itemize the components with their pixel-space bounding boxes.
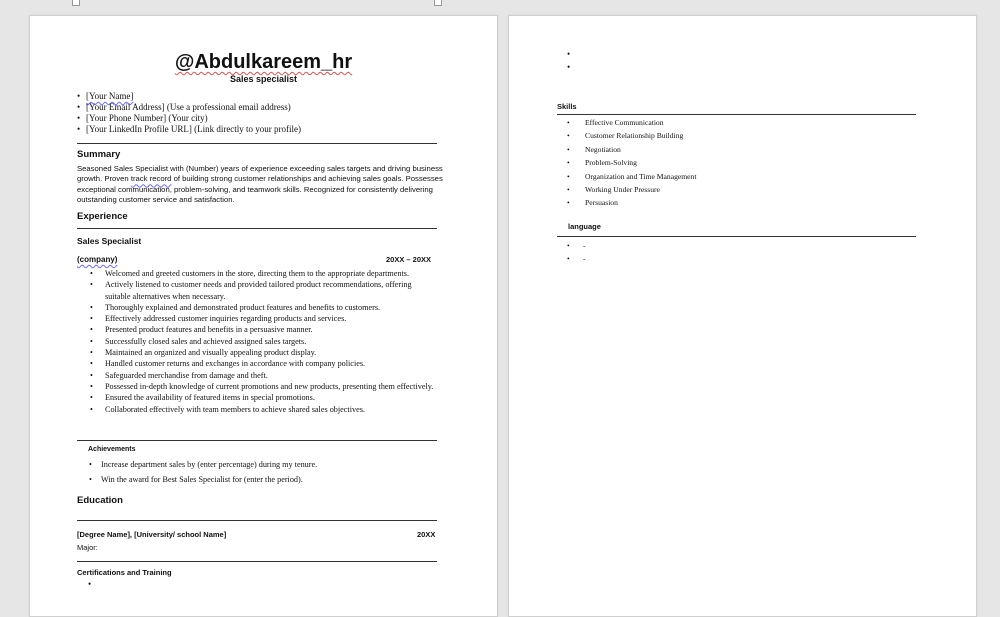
degree-year: 20XX [417, 530, 436, 539]
skill-item: • Organization and Time Management [567, 170, 887, 183]
duty-item: • Maintained an organized and visually appealing product display. [90, 347, 435, 358]
duty-item: • Effectively addressed customer inquiries regarding products and services. [90, 313, 435, 324]
language-item: • - [567, 240, 767, 253]
divider [557, 114, 916, 115]
achievement-item: • Win the award for Best Sales Specialist for (enter the period). [89, 473, 429, 488]
document-page-2 [508, 15, 977, 617]
education-heading: Education [77, 495, 123, 506]
duty-item: • Thoroughly explained and demonstrated product features and benefits to customers. [90, 302, 435, 313]
resume-name: @Abdulkareem_hr [174, 51, 353, 73]
degree-major: Major: [77, 543, 98, 552]
skill-item: • Problem-Solving [567, 156, 887, 169]
degree-name: [Degree Name], [University/ school Name] [77, 530, 227, 539]
skills-heading: Skills [557, 102, 577, 111]
skill-item: • Working Under Pressure [567, 183, 887, 196]
duty-item: • Safeguarded merchandise from damage and theft. [90, 370, 435, 381]
language-item: • - [567, 253, 767, 266]
certifications-heading: Certifications and Training [77, 568, 172, 577]
divider [77, 228, 437, 229]
duty-item: • Successfully closed sales and achieved assigned sales targets. [90, 336, 435, 347]
duty-item: • Handled customer returns and exchanges in accordance with company policies. [90, 358, 435, 369]
divider [77, 561, 437, 562]
job-dates: 20XX – 20XX [386, 255, 432, 264]
divider [77, 440, 437, 441]
divider [77, 520, 437, 521]
achievements-list [89, 458, 429, 487]
duty-item: • Welcomed and greeted customers in the store, directing them to the appropriate departments. [90, 268, 435, 279]
resume-title: Sales specialist [229, 74, 298, 84]
company-name: (company) [77, 255, 118, 264]
empty-bullet: • [567, 49, 571, 59]
ruler-marker-left[interactable] [72, 0, 80, 6]
duty-item: • Possessed in-depth knowledge of current promotions and new products, presenting them effectively. [90, 381, 435, 392]
divider [77, 143, 437, 144]
skills-list [567, 116, 887, 210]
duties-list [90, 268, 435, 415]
skill-item: • Effective Communication [567, 116, 887, 129]
duty-item: • Presented product features and benefits in a persuasive manner. [90, 324, 435, 335]
duty-item: • Ensured the availability of featured items in special promotions. [90, 392, 435, 403]
experience-heading: Experience [77, 211, 128, 222]
contact-line: • [Your LinkedIn Profile URL] (Link directly to your profile) [77, 124, 302, 134]
duty-item: • Collaborated effectively with team members to achieve shared sales objectives. [90, 404, 435, 415]
empty-bullet: • [567, 62, 571, 72]
skill-item: • Customer Relationship Building [567, 129, 887, 142]
document-page-1 [29, 15, 498, 617]
ruler-marker-right[interactable] [434, 0, 442, 6]
contact-line: • [Your Email Address] (Use a professional email address) [77, 102, 291, 112]
achievements-heading: Achievements [88, 446, 136, 453]
summary-text: Seasoned Sales Specialist with (Number) years of experience exceeding sales targets and driving business growth. Proven track record of building strong customer relationships and achieving sales goals. Possesses exceptional communication, problem-solving, and teamwork skills. Recognized for consistently delivering outstanding customer service and satisfaction. [77, 164, 443, 204]
duty-item: • Actively listened to customer needs and provided tailored product recommendations, offering suitable alternatives when necessary. [90, 279, 435, 302]
divider [557, 236, 916, 237]
empty-bullet: • [88, 579, 92, 589]
language-heading: language [568, 222, 601, 231]
achievement-item: • Increase department sales by (enter percentage) during my tenure. [89, 458, 429, 473]
job-title: Sales Specialist [77, 236, 142, 246]
skill-item: • Negotiation [567, 143, 887, 156]
language-list [567, 240, 767, 265]
summary-heading: Summary [77, 149, 121, 160]
contact-line: • [Your Name] [77, 91, 134, 101]
contact-line: • [Your Phone Number] (Your city) [77, 113, 208, 123]
skill-item: • Persuasion [567, 196, 887, 209]
